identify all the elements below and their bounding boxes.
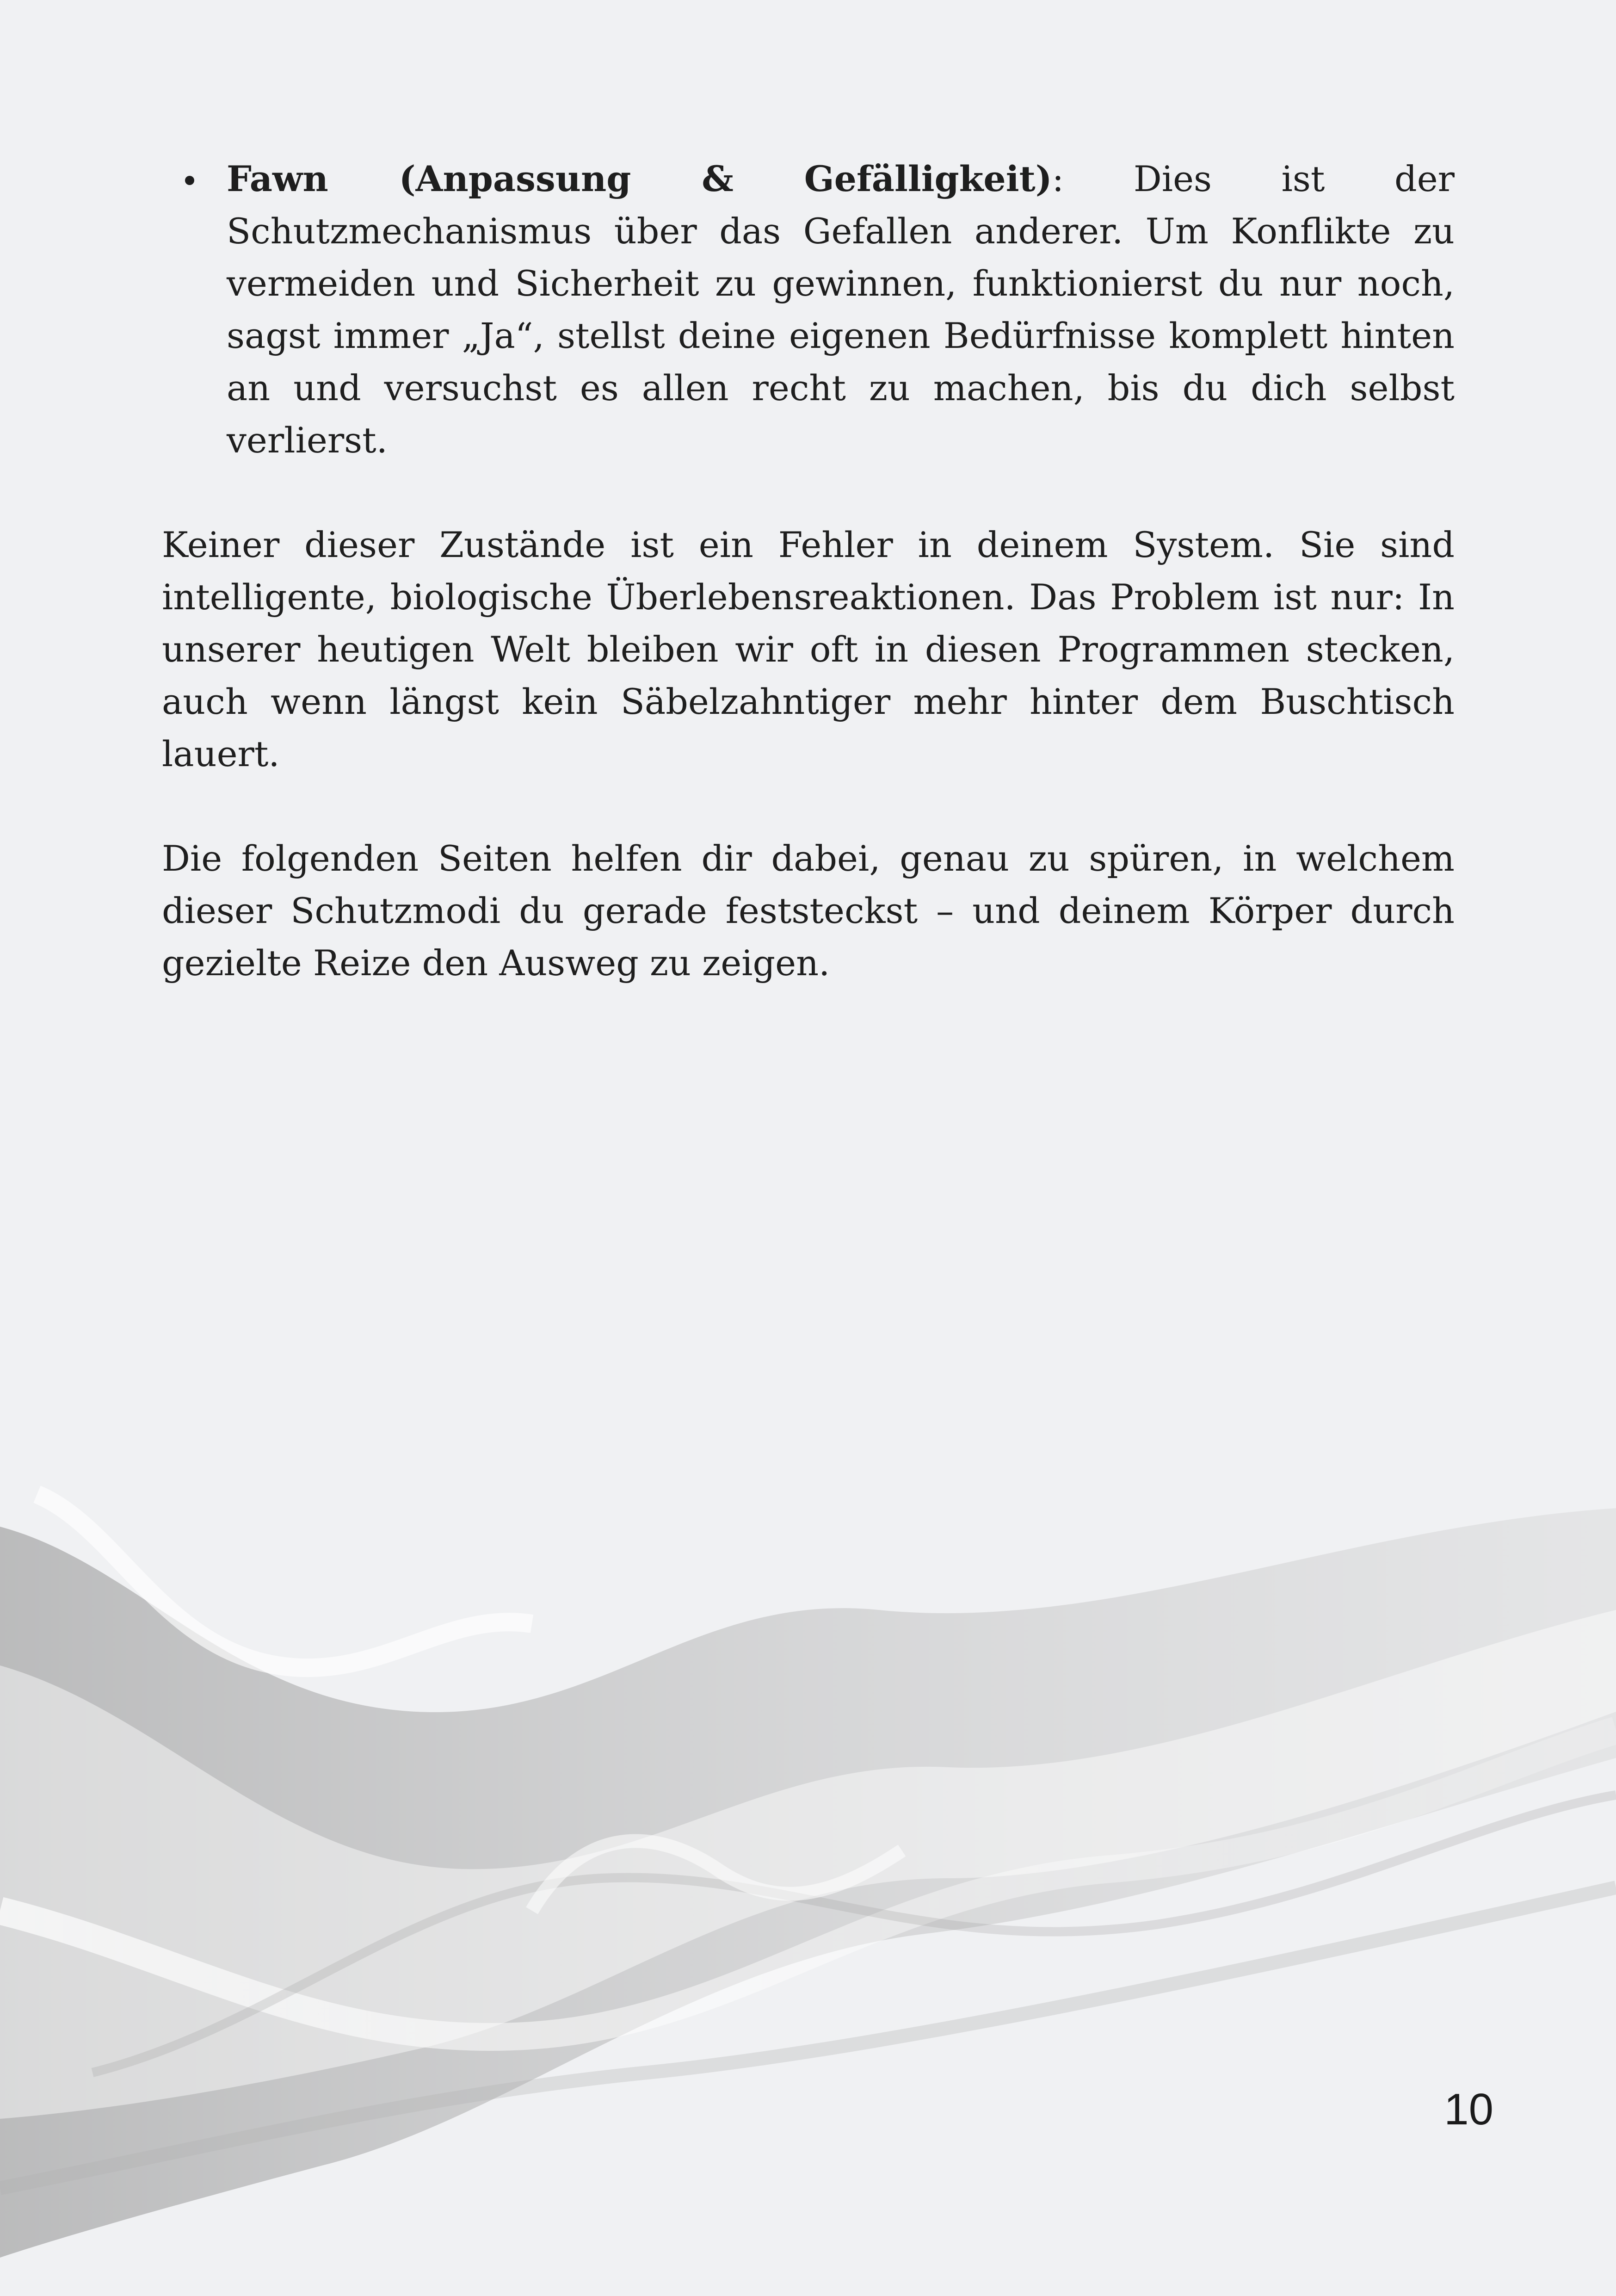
bullet-dot-icon xyxy=(185,176,194,185)
page-number: 10 xyxy=(1444,2085,1493,2134)
bullet-term: Fawn (Anpassung & Gefälligkeit) xyxy=(227,158,1052,199)
page-content xyxy=(162,153,1455,989)
bullet-text: : Dies ist der Schutzmechanismus über das Gefallen anderer. Um Konflikte zu vermeiden und Sicherheit zu gewinnen, funktionierst du nur noch, sagst immer „Ja“, stellst deine eigenen Bedürfnisse komplett hinten an und versuchst es allen recht zu machen, bis du dich selbst verlierst. xyxy=(227,158,1455,461)
paragraph-1: Keiner dieser Zustände ist ein Fehler in deinem System. Sie sind intelligente, biologische Überlebensreaktionen. Das Problem ist nur: In unserer heutigen Welt bleiben wir oft in diesen Programmen stecken, auch wenn längst kein Säbelzahntiger mehr hinter dem Buschtisch lauert. xyxy=(162,524,1455,774)
paragraph-2: Die folgenden Seiten helfen dir dabei, genau zu spüren, in welchem dieser Schutzmodi du gerade feststeckst – und deinem Körper durch gezielte Reize den Ausweg zu zeigen. xyxy=(162,838,1455,984)
bullet-item-fawn xyxy=(162,153,1455,466)
smoke-decoration xyxy=(0,1471,1616,2296)
